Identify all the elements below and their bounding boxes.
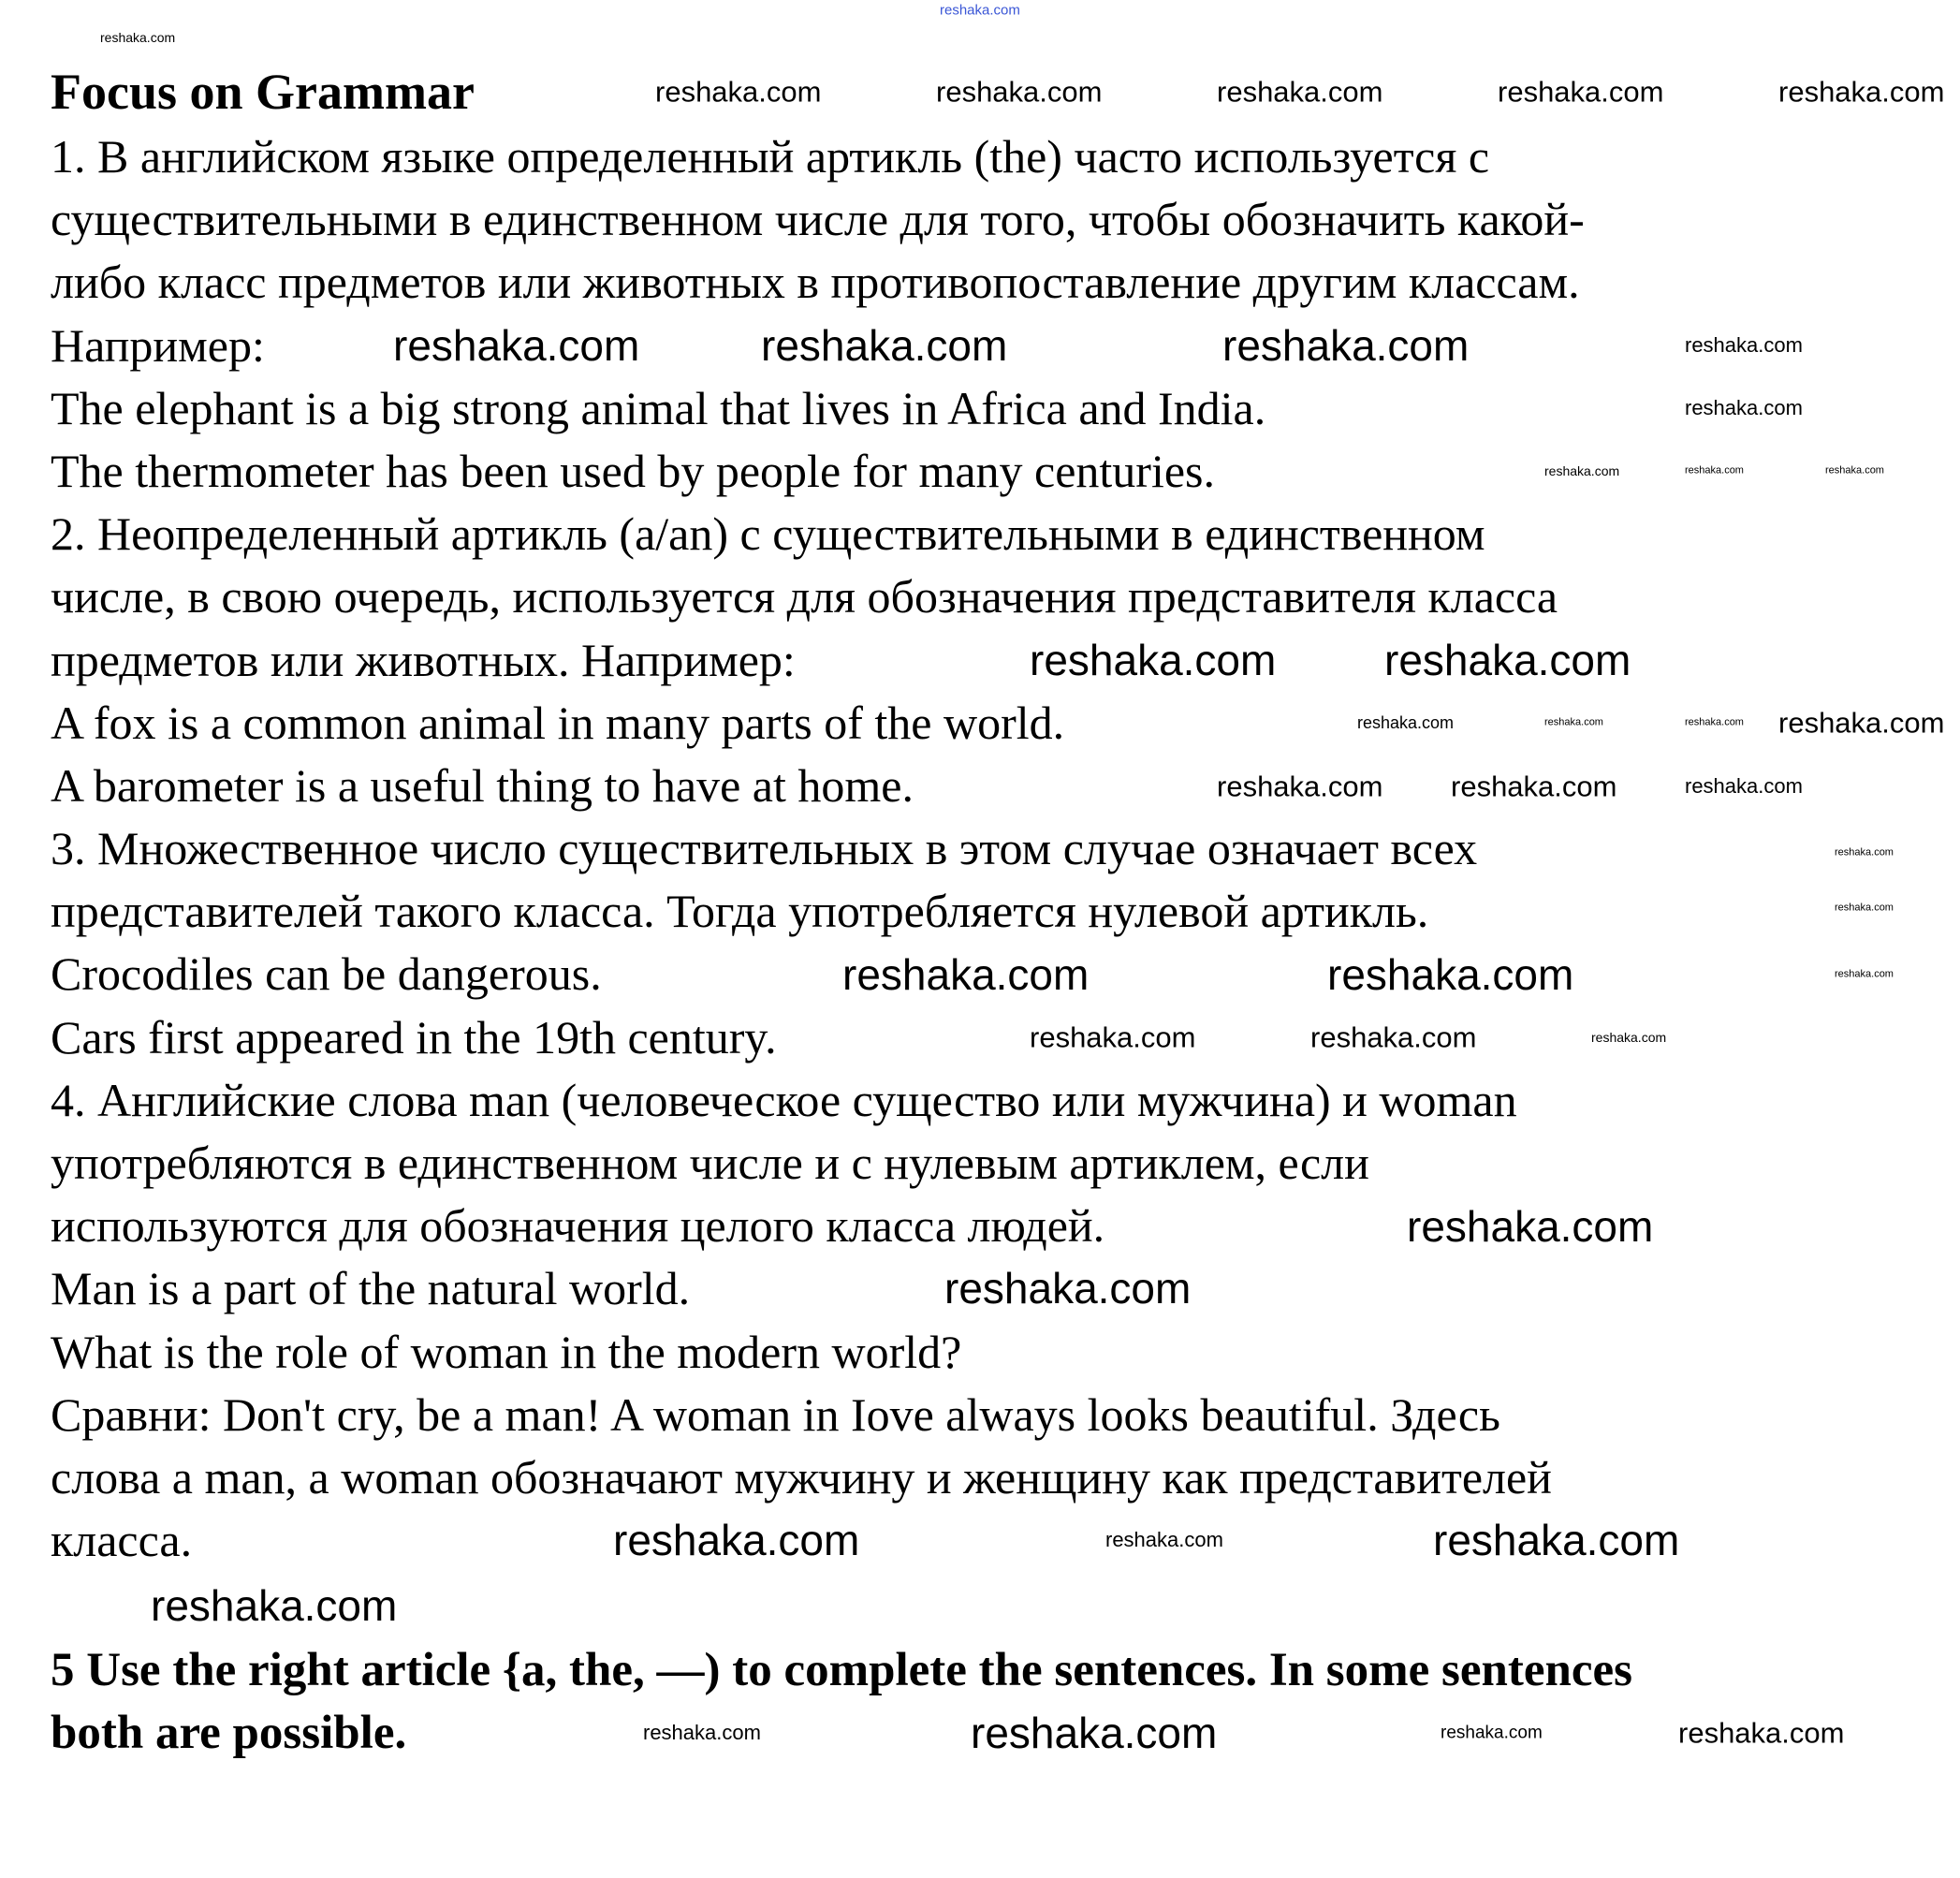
watermark: reshaka.com xyxy=(1217,75,1383,109)
text-line: слова a man, a woman обозначают мужчину и женщину как представителей xyxy=(51,1450,1552,1504)
text-line: 4. Английские слова man (человеческое существо или мужчина) и woman xyxy=(51,1073,1517,1126)
text-line: 1. В английском языке определенный артикль (the) часто используется с xyxy=(51,130,1490,183)
watermark: reshaka.com xyxy=(1544,716,1603,728)
example-line: What is the role of woman in the modern world? xyxy=(51,1325,962,1378)
section-title: Focus on Grammar xyxy=(51,64,475,120)
watermark: reshaka.com xyxy=(1835,902,1894,914)
watermark: reshaka.com xyxy=(1105,1528,1223,1551)
watermark: reshaka.com xyxy=(1310,1020,1477,1054)
watermark: reshaka.com xyxy=(1384,636,1631,684)
watermark: reshaka.com xyxy=(151,1581,398,1630)
watermark: reshaka.com xyxy=(1685,333,1803,357)
watermark: reshaka.com xyxy=(1327,950,1574,999)
watermark: reshaka.com xyxy=(1835,968,1894,980)
watermark: reshaka.com xyxy=(1433,1516,1680,1564)
watermark: reshaka.com xyxy=(393,321,640,370)
watermark: reshaka.com xyxy=(1685,774,1803,798)
text-line: числе, в свою очередь, используется для обозначения представителя класса xyxy=(51,570,1558,624)
watermark: reshaka.com xyxy=(1685,464,1744,477)
watermark: reshaka.com xyxy=(1451,770,1617,803)
text-line: предметов или животных. Например: xyxy=(51,633,796,686)
watermark: reshaka.com xyxy=(842,950,1090,999)
watermark: reshaka.com xyxy=(1685,716,1744,728)
watermark: reshaka.com xyxy=(1498,75,1664,109)
text-line: Сравни: Don't cry, be a man! A woman in Iove always looks beautiful. Здесь xyxy=(51,1387,1500,1441)
text-line: 3. Множественное число существительных в этом случае означает всех xyxy=(51,822,1478,875)
text-line: употребляются в единственном числе и с нулевым артиклем, если xyxy=(51,1137,1369,1189)
watermark: reshaka.com xyxy=(1591,1030,1667,1045)
watermark: reshaka.com xyxy=(1030,1020,1196,1054)
example-line: A fox is a common animal in many parts of the world. xyxy=(51,696,1065,749)
example-line: A barometer is a useful thing to have at home. xyxy=(51,758,914,812)
watermark: reshaka.com xyxy=(761,321,1008,370)
watermark: reshaka.com xyxy=(1407,1202,1654,1251)
watermark: reshaka.com xyxy=(1678,1716,1845,1750)
watermark: reshaka.com xyxy=(655,75,822,109)
watermark: reshaka.com xyxy=(1778,75,1945,109)
watermark-top: reshaka.com xyxy=(940,2,1020,19)
watermark: reshaka.com xyxy=(100,30,176,45)
watermark: reshaka.com xyxy=(1030,636,1277,684)
watermark: reshaka.com xyxy=(1825,464,1884,477)
text-line: представителей такого класса. Тогда употребляется нулевой артикль. xyxy=(51,885,1429,938)
watermark: reshaka.com xyxy=(971,1709,1218,1757)
text-line: существительными в единственном числе для того, чтобы обозначить какой- xyxy=(51,193,1585,246)
task-line: both are possible. xyxy=(51,1707,407,1760)
example-line: Cars first appeared in the 19th century. xyxy=(51,1010,777,1064)
watermark: reshaka.com xyxy=(1544,463,1620,478)
example-line: The elephant is a big strong animal that lives in Africa and India. xyxy=(51,381,1266,434)
example-line: Crocodiles can be dangerous. xyxy=(51,947,602,1001)
watermark: reshaka.com xyxy=(1222,321,1470,370)
watermark: reshaka.com xyxy=(1441,1723,1543,1743)
watermark: reshaka.com xyxy=(1835,846,1894,858)
watermark: reshaka.com xyxy=(643,1721,761,1744)
watermark: reshaka.com xyxy=(1217,770,1383,803)
task-line: 5 Use the right article {a, the, —) to complete the sentences. In some sentences xyxy=(51,1644,1632,1696)
watermark: reshaka.com xyxy=(1685,396,1803,419)
text-line: либо класс предметов или животных в противопоставление другим классам. xyxy=(51,256,1580,309)
text-line: Например: xyxy=(51,318,265,372)
watermark: reshaka.com xyxy=(1778,706,1945,740)
example-line: Man is a part of the natural world. xyxy=(51,1262,691,1315)
watermark: reshaka.com xyxy=(944,1264,1192,1313)
watermark: reshaka.com xyxy=(1357,713,1455,732)
text-line: класса. xyxy=(51,1514,193,1567)
example-line: The thermometer has been used by people for many centuries. xyxy=(51,444,1215,497)
text-line: используются для обозначения целого класса людей. xyxy=(51,1199,1105,1253)
watermark: reshaka.com xyxy=(613,1516,860,1564)
text-line: 2. Неопределенный артикль (a/an) с существительными в единственном xyxy=(51,507,1485,561)
exercise-instruction xyxy=(51,1639,1632,1765)
watermark: reshaka.com xyxy=(936,75,1103,109)
